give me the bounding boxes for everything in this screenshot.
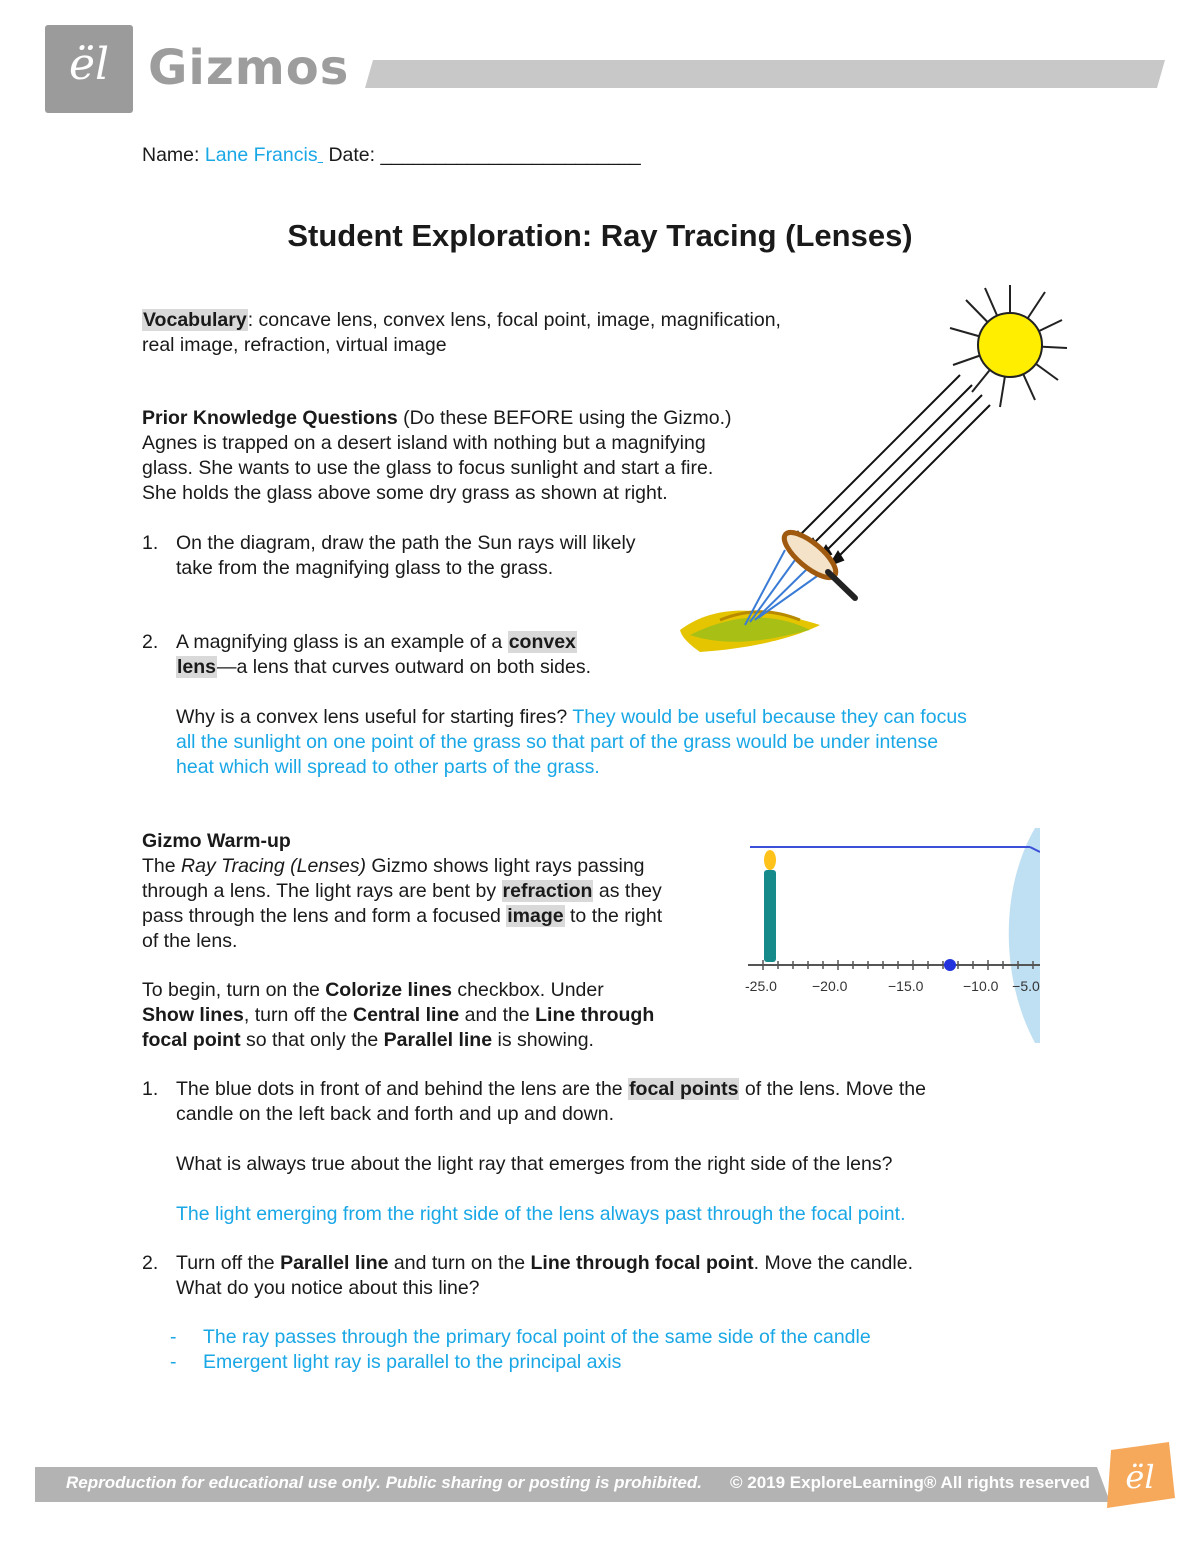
warmup-heading: Gizmo Warm-up — [142, 830, 291, 852]
gizmos-brand: Gizmos — [148, 40, 350, 96]
axis-tick: −5.0 — [1012, 978, 1040, 994]
vocabulary: Vocabulary: concave lens, convex lens, focal point, image, magnification, real image, refraction, virtual image — [142, 309, 781, 356]
header-bar — [365, 60, 1165, 90]
footer-copyright: © 2019 ExploreLearning® All rights reserved — [730, 1473, 1090, 1492]
warmup-question-1-answer[interactable]: The light emerging from the right side of the lens always past through the focal point. — [176, 1203, 906, 1225]
gizmo-screenshot — [745, 828, 1040, 1043]
footer-notice: Reproduction for educational use only. Public sharing or posting is prohibited. — [66, 1473, 702, 1492]
svg-text:ël: ël — [1125, 1458, 1155, 1496]
axis-tick: -25.0 — [745, 978, 777, 994]
prior-question-2: A magnifying glass is an example of a convex lens—a lens that curves outward on both sides. — [176, 631, 591, 678]
answer-bullet[interactable]: Emergent light ray is parallel to the principal axis — [203, 1351, 622, 1373]
lens-icon — [1009, 828, 1040, 1043]
footer-logo-icon — [1103, 1442, 1175, 1508]
explorelearning-logo: ël — [45, 25, 133, 113]
prior-question-2-answer: Why is a convex lens useful for starting fires? They would be useful because they can focus all the sunlight on one point of the grass so that part of the grass would be under intense heat which will spread to other parts of the grass. — [176, 706, 967, 778]
name-line: Name: Lane Francis Date: ________________________ — [142, 144, 641, 166]
vocabulary-label: Vocabulary — [143, 309, 247, 331]
answer-bullet[interactable]: The ray passes through the primary focal point of the same side of the candle — [203, 1326, 871, 1348]
warmup-question-1: The blue dots in front of and behind the lens are the focal points of the lens. Move the candle on the left back and forth and up and down. — [176, 1078, 926, 1125]
page-title: Student Exploration: Ray Tracing (Lenses) — [287, 218, 913, 253]
focal-point-dot — [944, 959, 956, 971]
prior-question-1: On the diagram, draw the path the Sun rays will likely take from the magnifying glass to the grass. — [176, 532, 636, 579]
axis-tick: −10.0 — [963, 978, 999, 994]
warmup-question-2: Turn off the Parallel line and turn on the Line through focal point. Move the candle. What do you notice about this line? — [176, 1252, 913, 1299]
axis-tick: −15.0 — [888, 978, 924, 994]
candle-icon — [764, 850, 776, 962]
warmup-intro: Gizmo Warm-up The Ray Tracing (Lenses) Gizmo shows light rays passing through a lens. The light rays are bent by refraction as they pass through the lens and form a focused image to the right of the lens. — [142, 830, 663, 952]
warmup-question-1-prompt: What is always true about the light ray that emerges from the right side of the lens? — [176, 1153, 893, 1175]
warmup-instructions: To begin, turn on the Colorize lines checkbox. Under Show lines, turn off the Central line and the Line through focal point so that only the Parallel line is showing. — [142, 979, 655, 1051]
name-value[interactable]: Lane Francis — [204, 144, 318, 166]
axis-tick: −20.0 — [812, 978, 848, 994]
prior-knowledge-heading: Prior Knowledge Questions — [142, 407, 398, 429]
date-field[interactable]: Date: ________________________ — [328, 144, 641, 166]
prior-knowledge: Prior Knowledge Questions (Do these BEFORE using the Gizmo.) Agnes is trapped on a desert island with nothing but a magnifying glass. She wants to use the glass to focus sunlight and start a fire. She holds the glass above some dry grass as shown at right. — [142, 407, 732, 504]
